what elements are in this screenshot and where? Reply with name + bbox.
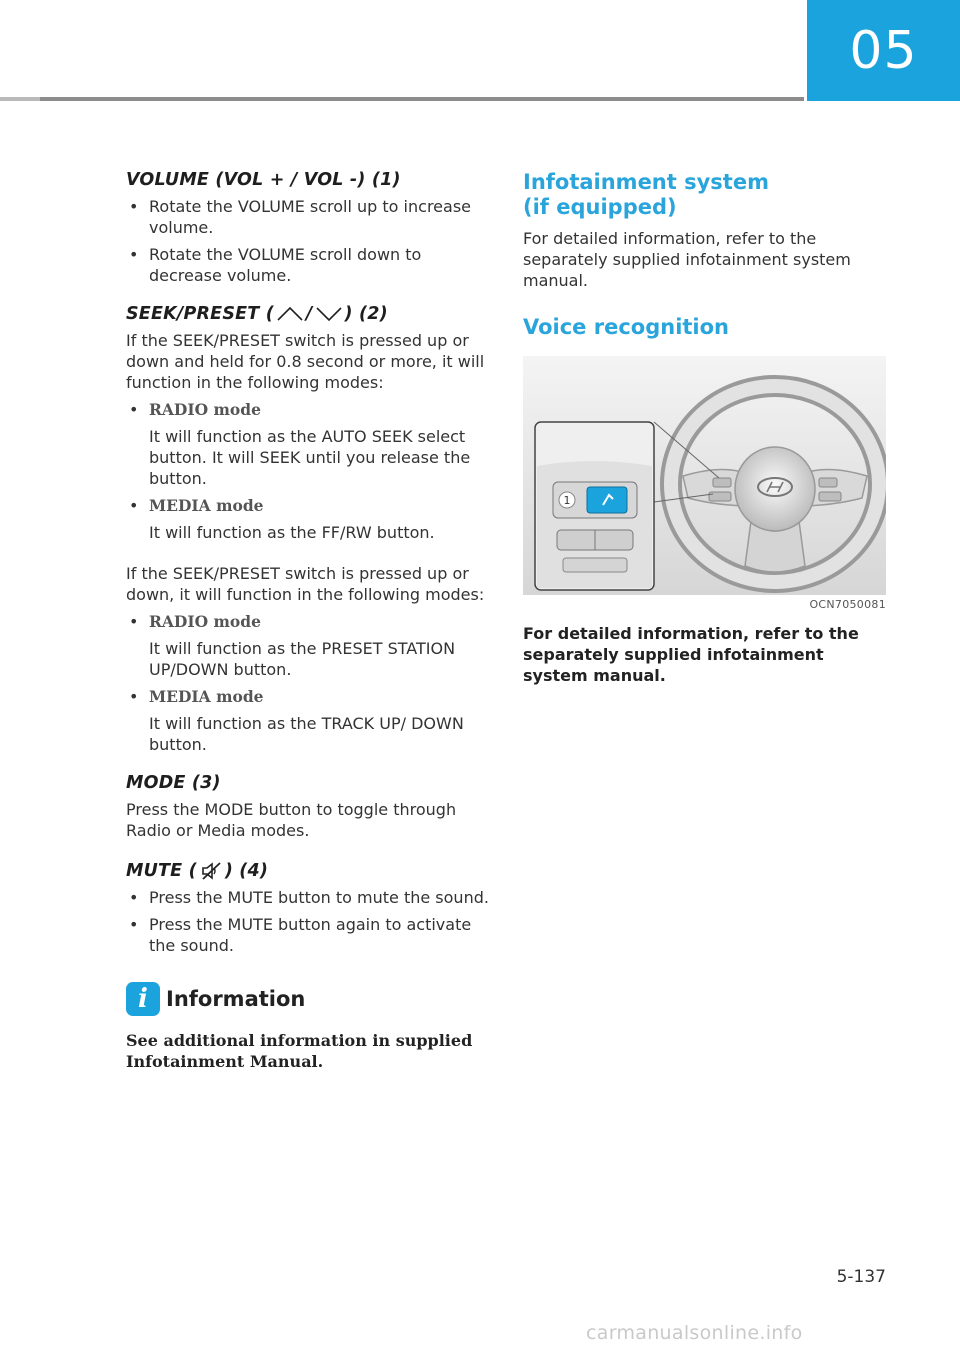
chevron-up-icon <box>277 307 303 321</box>
infotainment-text: For detailed information, refer to the separately supplied infotainment system manual. <box>523 229 851 290</box>
mode-text: Press the MODE button to toggle through Radio or Media modes. <box>126 800 457 840</box>
list-item <box>126 611 492 680</box>
seek-hold-modes <box>126 399 492 543</box>
mode-description: It will function as the AUTO SEEK select button. It will SEEK until you release the button. <box>149 427 471 488</box>
mode-description: It will function as the FF/RW button. <box>149 523 435 542</box>
list-item: • Press the MUTE button to mute the sound. <box>126 887 492 908</box>
mode-description: It will function as the PRESET STATION UP/DOWN button. <box>149 639 456 679</box>
chapter-number: 05 <box>849 20 918 81</box>
figure-code: OCN7050081 <box>809 598 886 611</box>
steering-wheel-illustration <box>523 356 886 595</box>
seek-heading-suffix: ) (2) <box>344 304 388 324</box>
mute-heading-prefix: MUTE ( <box>126 861 197 881</box>
right-column <box>523 170 886 686</box>
seek-hold-intro: If the SEEK/PRESET switch is pressed up or down and held for 0.8 second or more, it will function in the following modes: <box>126 331 485 392</box>
mode-heading: MODE (3) <box>126 773 221 793</box>
list-item: • Press the MUTE button again to activate the sound. <box>126 914 492 956</box>
info-icon: i <box>126 982 160 1016</box>
list-item: • Rotate the VOLUME scroll up to increase volume. <box>126 196 492 238</box>
mute-bullets <box>126 887 492 956</box>
mute-heading <box>126 861 492 881</box>
mode-name: • MEDIA mode <box>149 496 264 515</box>
mute-speaker-icon <box>200 861 222 881</box>
mode-name: • RADIO mode <box>149 400 261 419</box>
seek-heading-prefix: SEEK/PRESET ( <box>126 304 274 324</box>
information-text: See additional information in supplied Infotainment Manual. <box>126 1031 473 1071</box>
header-rule <box>0 97 804 101</box>
figure-caption: For detailed information, refer to the separately supplied infotainment system manual. <box>523 624 859 685</box>
seek-heading <box>126 304 492 324</box>
chapter-tab <box>807 0 960 101</box>
chevron-down-icon <box>316 307 342 321</box>
watermark: carmanualsonline.info <box>586 1322 803 1344</box>
seek-press-intro: If the SEEK/PRESET switch is pressed up or down, it will function in the following modes: <box>126 564 485 604</box>
seek-press-modes <box>126 611 492 755</box>
list-item <box>126 495 492 543</box>
volume-bullets <box>126 196 492 286</box>
list-item <box>126 399 492 489</box>
mode-name: • MEDIA mode <box>149 687 264 706</box>
mute-heading-suffix: ) (4) <box>224 861 269 881</box>
page-number: 5-137 <box>836 1267 886 1287</box>
volume-heading: VOLUME (VOL + / VOL -) (1) <box>126 170 401 190</box>
information-heading <box>126 982 492 1016</box>
information-title: Information <box>166 987 306 1011</box>
infotainment-heading <box>523 170 886 220</box>
steering-wheel-figure <box>523 356 886 595</box>
infotainment-heading-line1: Infotainment system <box>523 170 769 194</box>
infotainment-heading-line2: (if equipped) <box>523 195 677 219</box>
figure-callout-1: 1 <box>563 494 571 507</box>
left-column <box>126 170 492 1072</box>
mode-name: • RADIO mode <box>149 612 261 631</box>
seek-heading-sep: / <box>305 304 313 324</box>
mode-description: It will function as the TRACK UP/ DOWN button. <box>149 714 464 754</box>
list-item: • Rotate the VOLUME scroll down to decrease volume. <box>126 244 492 286</box>
list-item <box>126 686 492 755</box>
voice-heading: Voice recognition <box>523 315 730 339</box>
